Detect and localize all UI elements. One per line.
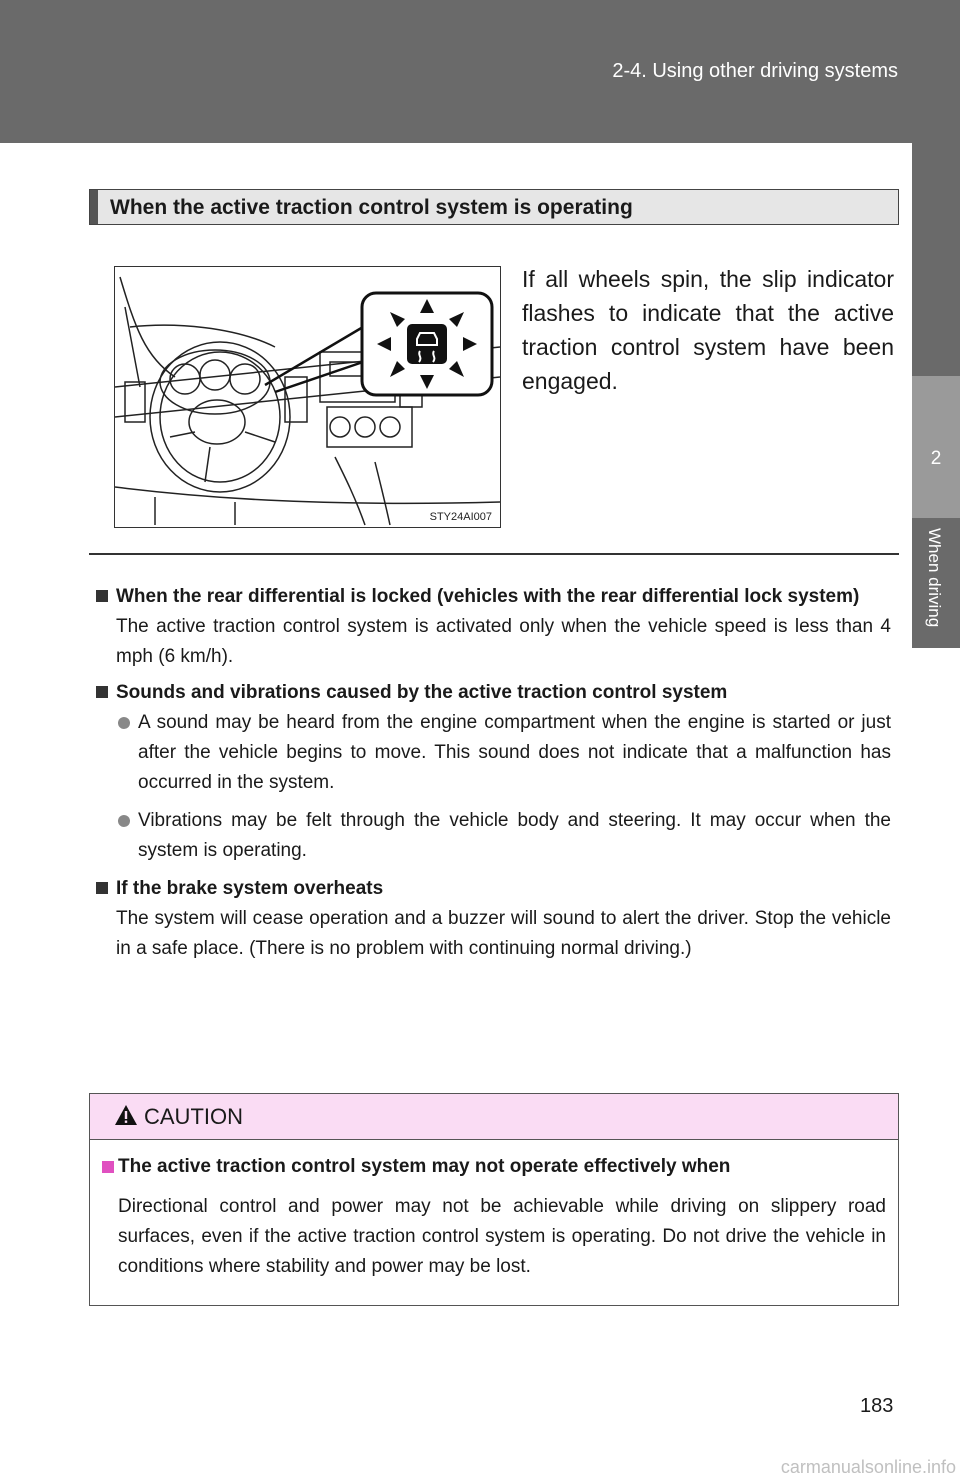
note-title xyxy=(96,678,891,708)
circle-bullet-icon xyxy=(118,717,130,729)
square-bullet-icon xyxy=(96,590,108,602)
intro-paragraph: If all wheels spin, the slip indicator flashes to indicate that the active traction control system have been engaged. xyxy=(522,266,894,394)
warning-triangle-icon xyxy=(114,1104,138,1126)
section-title: When the active traction control system is operating xyxy=(110,196,633,219)
square-bullet-icon xyxy=(96,882,108,894)
square-bullet-icon xyxy=(96,686,108,698)
section-heading-bar xyxy=(90,190,98,224)
side-tab xyxy=(912,143,960,1484)
note-title xyxy=(96,582,891,612)
note-bullet xyxy=(96,806,891,866)
dashboard-drawing xyxy=(115,267,500,527)
note-title-text: If the brake system overheats xyxy=(116,878,384,899)
note-bullet-text: A sound may be heard from the engine compartment when the engine is started or just after the vehicle begins to move. This sound does not indicate that a malfunction has occurred in the system. xyxy=(138,712,891,793)
note-bullet xyxy=(96,708,891,798)
page-header xyxy=(0,0,960,143)
page-number: 183 xyxy=(860,1395,894,1417)
note-bullet-text: Vibrations may be felt through the vehicle body and steering. It may occur when the system is operating. xyxy=(138,810,891,861)
side-tab-upper xyxy=(912,143,960,376)
notes-section xyxy=(96,582,891,970)
section-divider xyxy=(89,553,899,555)
note-body: The system will cease operation and a buzzer will sound to alert the driver. Stop the vehicle in a safe place. (There is no problem with continuing normal driving.) xyxy=(116,908,891,959)
caution-header xyxy=(90,1094,898,1140)
caution-body: Directional control and power may not be achievable while driving on slippery road surfaces, even if the active traction control system is operating. Do not drive the vehicle in conditions where stability and power may be lost. xyxy=(118,1196,886,1277)
caution-subtitle xyxy=(98,1156,908,1178)
note-title xyxy=(96,874,891,904)
figure-caption: STY24AI007 xyxy=(429,511,492,523)
section-heading xyxy=(89,189,899,225)
note-body: The active traction control system is activated only when the vehicle speed is less than 4 mph (6 km/h). xyxy=(116,616,891,667)
circle-bullet-icon xyxy=(118,815,130,827)
dashboard-illustration xyxy=(114,266,501,528)
side-tab-chapter-block xyxy=(912,376,960,518)
square-bullet-icon xyxy=(102,1161,114,1173)
chapter-label: When driving xyxy=(925,528,944,628)
header-section-title: 2-4. Using other driving systems xyxy=(612,60,898,82)
watermark: carmanualsonline.info xyxy=(780,1457,956,1477)
caution-label: CAUTION xyxy=(144,1104,243,1129)
note-title-text: When the rear differential is locked (vehicles with the rear differential lock system) xyxy=(116,586,860,607)
caution-subtitle-text: The active traction control system may not operate effectively when xyxy=(118,1156,731,1177)
note-title-text: Sounds and vibrations caused by the active traction control system xyxy=(116,682,728,703)
caution-box xyxy=(89,1093,899,1306)
chapter-number: 2 xyxy=(930,448,942,469)
